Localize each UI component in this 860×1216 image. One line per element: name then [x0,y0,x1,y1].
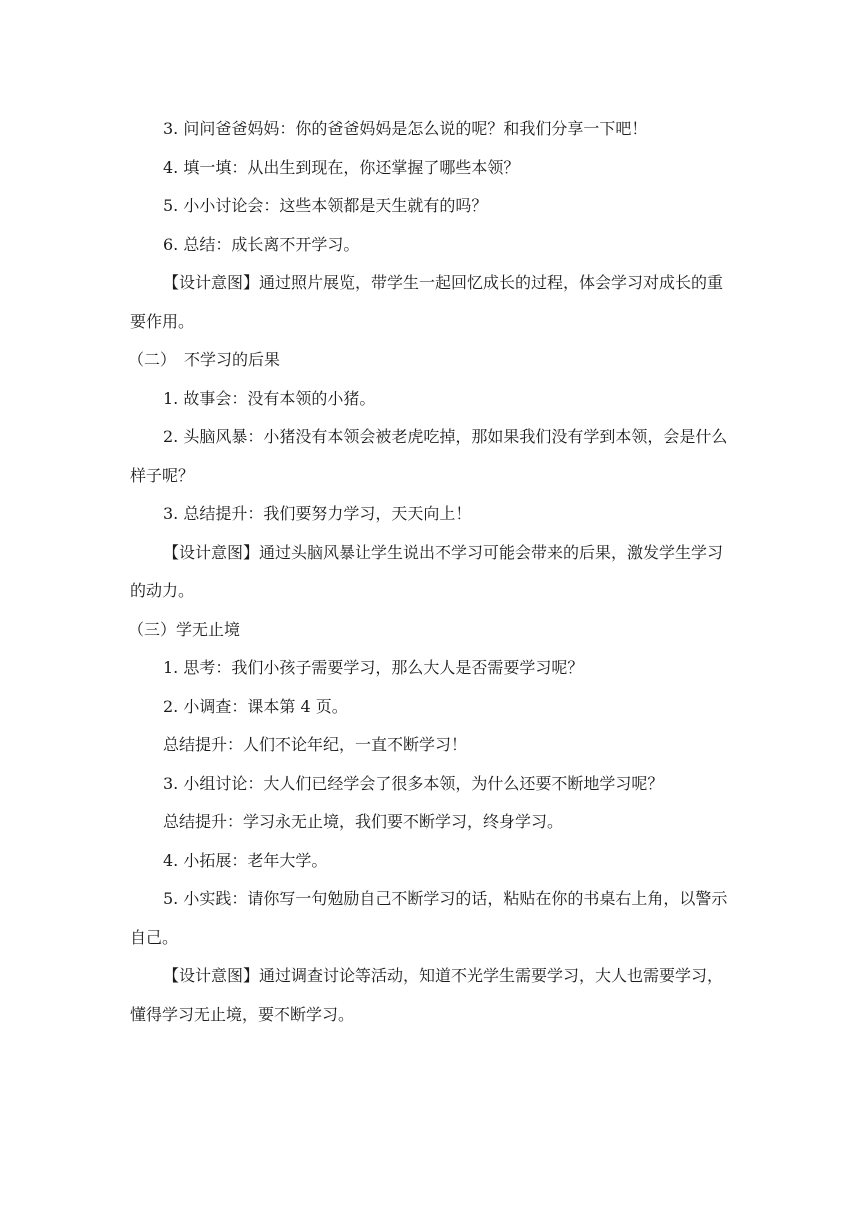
list-item: 4. 填一填：从出生到现在，你还掌握了哪些本领？ [163,157,520,177]
design-intent-paragraph: 【设计意图】通过照片展览，带学生一起回忆成长的过程，体会学习对成长的重要作用。 [130,273,724,331]
list-item: 3. 总结提升：我们要努力学习，天天向上！ [163,504,472,523]
summary-line: 总结提升：学习永无止境，我们要不断学习，终身学习。 [163,812,564,831]
list-item: 3. 小组讨论：大人们已经学会了很多本领，为什么还要不断地学习呢？ [163,773,664,793]
design-intent-paragraph: 【设计意图】通过头脑风暴让学生说出不学习可能会带来的后果，激发学生学习的动力。 [130,542,724,600]
list-item: 5. 小小讨论会：这些本领都是天生就有的吗？ [163,196,488,215]
list-item: 1. 故事会：没有本领的小猪。 [163,388,376,408]
list-item: 5. 小实践：请你写一句勉励自己不断学习的话，粘贴在你的书桌右上角，以警示自己。 [130,889,728,947]
section-heading: （三）学无止境 [128,619,241,639]
design-intent-paragraph: 【设计意图】通过调查讨论等活动，知道不光学生需要学习，大人也需要学习，懂得学习无止境，要不断学习。 [130,966,724,1024]
section-heading: （二） 不学习的后果 [128,350,281,369]
list-item: 6. 总结：成长离不开学习。 [163,234,360,254]
list-item: 4. 小拓展：老年大学。 [163,850,328,870]
list-item: 2. 小调查：课本第 4 页。 [163,696,348,716]
list-item: 2. 头脑风暴：小猪没有本领会被老虎吃掉，那如果我们没有学到本领，会是什么样子呢？ [130,427,728,485]
list-item: 3. 问问爸爸妈妈：你的爸爸妈妈是怎么说的呢？和我们分享一下吧！ [163,119,648,138]
summary-line: 总结提升：人们不论年纪，一直不断学习！ [163,735,468,754]
list-item: 1. 思考：我们小孩子需要学习，那么大人是否需要学习呢？ [163,658,584,677]
document-body [130,110,735,1034]
